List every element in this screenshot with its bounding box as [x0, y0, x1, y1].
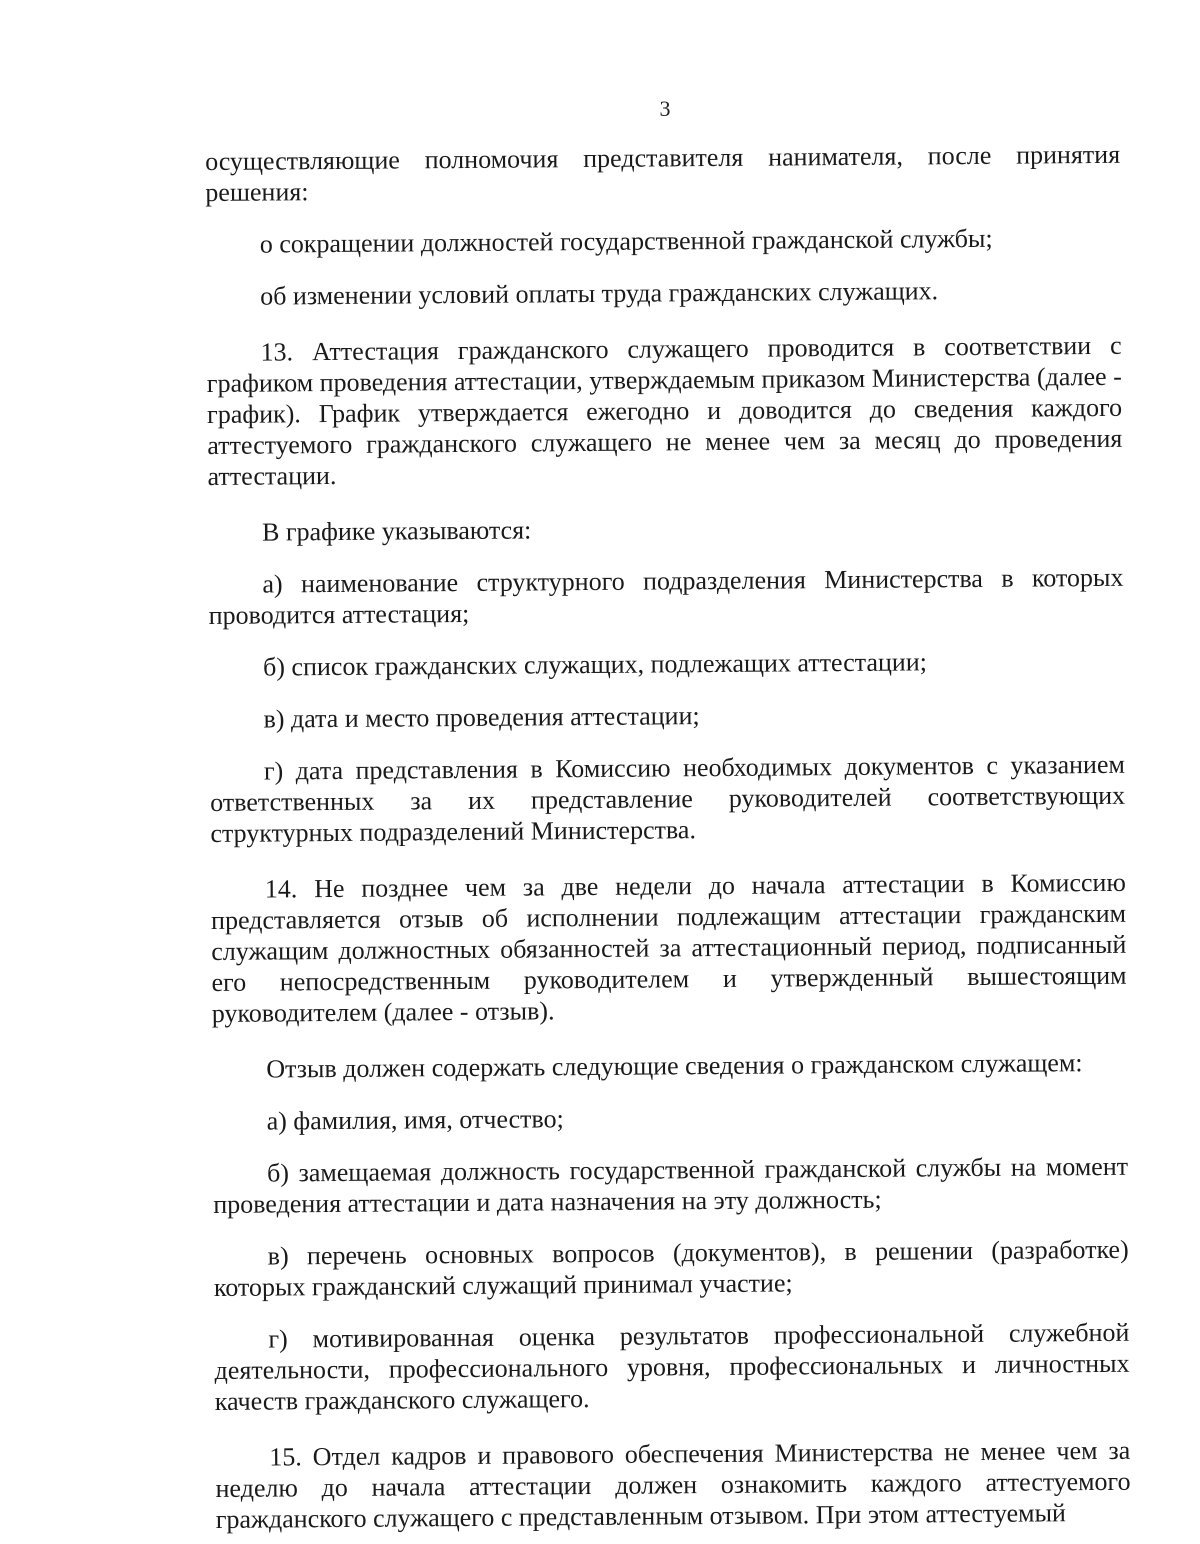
- paragraph-14-a: а) фамилия, имя, отчество;: [266, 1104, 564, 1136]
- paragraph-reduction: о сокращении должностей государственной гражданской службы;: [259, 223, 993, 259]
- paragraph-13-a: а) наименование структурного подразделения Министерства в которых проводится аттестация;: [208, 562, 1124, 630]
- paragraph-continuation: осуществляющие полномочия представителя нанимателя, после принятия решения:: [205, 139, 1121, 207]
- paragraph-14-g: г) мотивированная оценка результатов профессиональной служебной деятельности, профессионального уровня, профессиональных и личностных качеств гражданского служащего.: [214, 1317, 1130, 1416]
- paragraph-13-b: б) список гражданских служащих, подлежащих аттестации;: [262, 647, 928, 682]
- page-number: 3: [659, 96, 671, 121]
- paragraph-14: 14. Не позднее чем за две недели до начала аттестации в Комиссию представляется отзыв об исполнении подлежащим аттестации гражданским служащим должностных обязанностей за аттестационный период, подписанный его непосредственным руководителем и утвержденный вышестоящим руководителем (далее - отзыв).: [210, 867, 1127, 1028]
- document-body: [205, 139, 1131, 1535]
- paragraph-13: 13. Аттестация гражданского служащего проводится в соответствии с графиком проведения аттестации, утверждаемым приказом Министерства (далее - график). График утверждается ежегодно и доводится до сведения каждого аттестуемого гражданского служащего не менее чем за месяц до проведения аттестации.: [206, 330, 1123, 491]
- paragraph-14-v: в) перечень основных вопросов (документов), в решении (разработке) которых гражданский служащий принимал участие;: [213, 1234, 1129, 1302]
- paragraph-schedule-contents: В графике указываются:: [261, 515, 532, 547]
- paragraph-review-contents: Отзыв должен содержать следующие сведения о гражданском служащем:: [266, 1048, 1083, 1084]
- paragraph-15: 15. Отдел кадров и правового обеспечения Министерства не менее чем за неделю до начала аттестации должен ознакомить каждого аттестуемого гражданского служащего с представленным отзывом. При этом аттестуемый: [215, 1435, 1131, 1534]
- paragraph-pay-conditions: об изменении условий оплаты труда гражданских служащих.: [260, 276, 939, 311]
- paragraph-13-v: в) дата и место проведения аттестации;: [263, 701, 700, 734]
- paragraph-14-b: б) замещаемая должность государственной гражданской службы на момент проведения аттестации и дата назначения на эту должность;: [213, 1151, 1129, 1219]
- paragraph-13-g: г) дата представления в Комиссию необходимых документов с указанием ответственных за их представление руководителей соответствующих структурных подразделений Министерства.: [210, 749, 1126, 848]
